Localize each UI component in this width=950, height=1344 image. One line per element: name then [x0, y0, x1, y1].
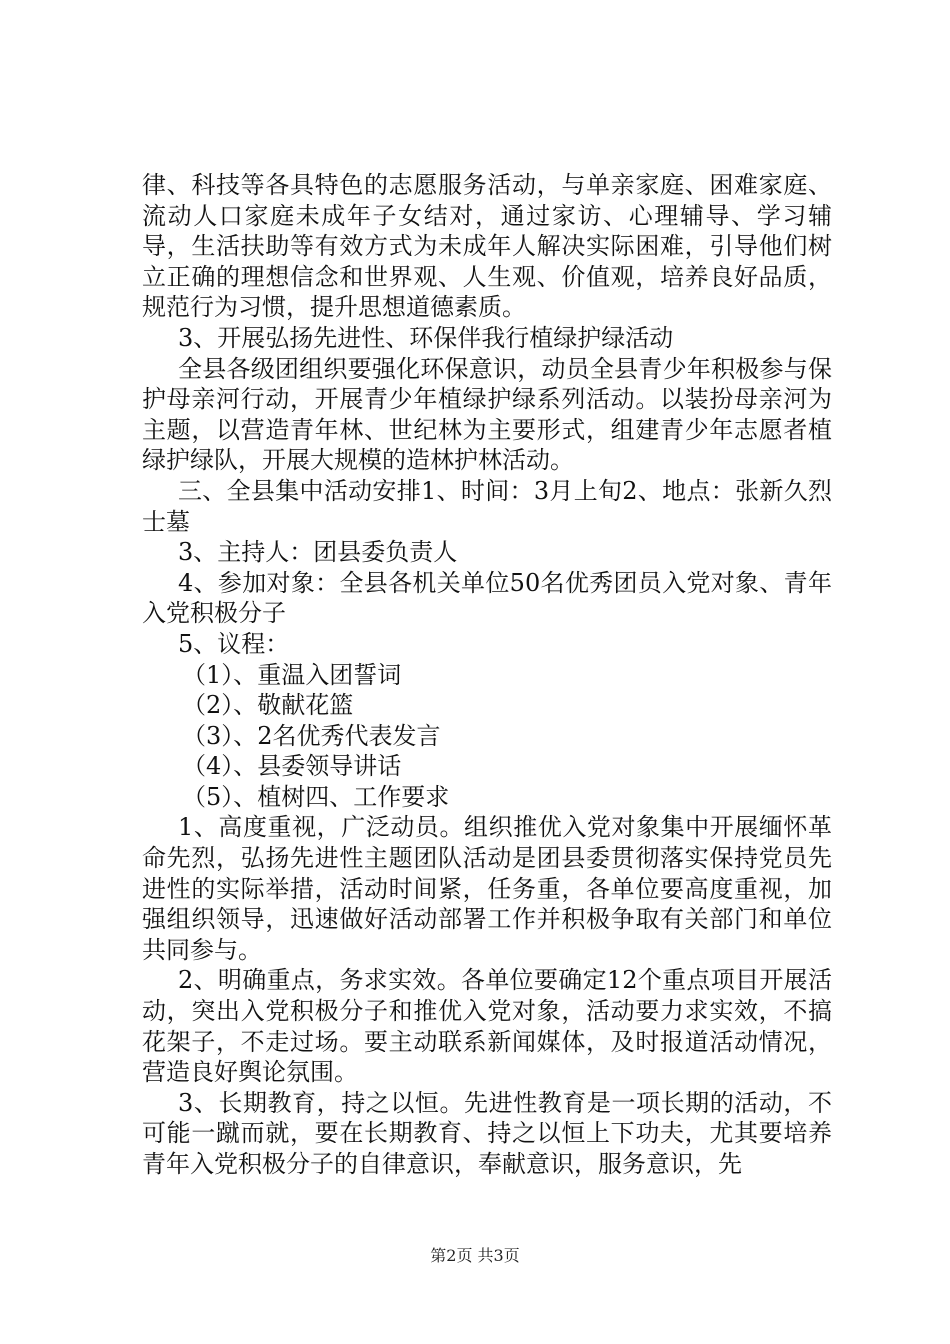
agenda-item-5: （5）、植树四、工作要求: [182, 782, 450, 811]
agenda-item-1: （1）、重温入团誓词: [182, 660, 402, 689]
closing-paragraph-3: 3、长期教育，持之以恒。先进性教育是一项长期的活动，不可能一蹴而就，要在长期教育、持之以恒上下功夫，尤其要培养青年入党积极分子的自律意识，奉献意识，服务意识，先: [142, 1088, 832, 1178]
page-number-footer: 第2页 共3页: [430, 1246, 520, 1265]
closing-paragraph-1: 1、高度重视，广泛动员。组织推优入党对象集中开展缅怀革命先烈，弘扬先进性主题团队活动是团县委贯彻落实保持党员先进性的实际举措，活动时间紧，任务重，各单位要高度重视，加强组织领导，迅速做好活动部署工作并积极争取有关部门和单位共同参与。: [142, 813, 832, 964]
closing-paragraph-2: 2、明确重点，务求实效。各单位要确定12个重点项目开展活动，突出入党积极分子和推优入党对象，活动要力求实效，不搞花架子，不走过场。要主动联系新闻媒体，及时报道活动情况，营造良好舆论氛围。: [142, 966, 832, 1087]
agenda-item-3: （3）、2名优秀代表发言: [182, 721, 441, 750]
paragraph-7: 5、议程：: [178, 629, 290, 658]
paragraph-2: 3、开展弘扬先进性、环保伴我行植绿护绿活动: [178, 323, 674, 352]
agenda-item-4: （4）、县委领导讲话: [182, 752, 402, 781]
agenda-item-2: （2）、敬献花篮: [182, 691, 354, 720]
document-body: [142, 170, 832, 1180]
paragraph-5: 3、主持人：团县委负责人: [178, 538, 458, 567]
paragraph-3: 全县各级团组织要强化环保意识，动员全县青少年积极参与保护母亲河行动，开展青少年植绿护绿系列活动。以装扮母亲河为主题，以营造青年林、世纪林为主要形式，组建青少年志愿者植绿护绿队，开展大规模的造林护林活动。: [142, 354, 832, 475]
paragraph-6: 4、参加对象：全县各机关单位50名优秀团员入党对象、青年入党积极分子: [142, 568, 832, 628]
paragraph-1: 律、科技等各具特色的志愿服务活动，与单亲家庭、困难家庭、流动人口家庭未成年子女结对，通过家访、心理辅导、学习辅导，生活扶助等有效方式为未成年人解决实际困难，引导他们树立正确的理想信念和世界观、人生观、价值观，培养良好品质，规范行为习惯，提升思想道德素质。: [142, 171, 832, 322]
paragraph-4: 三、全县集中活动安排1、时间：3月上旬2、地点：张新久烈士墓: [142, 476, 832, 536]
